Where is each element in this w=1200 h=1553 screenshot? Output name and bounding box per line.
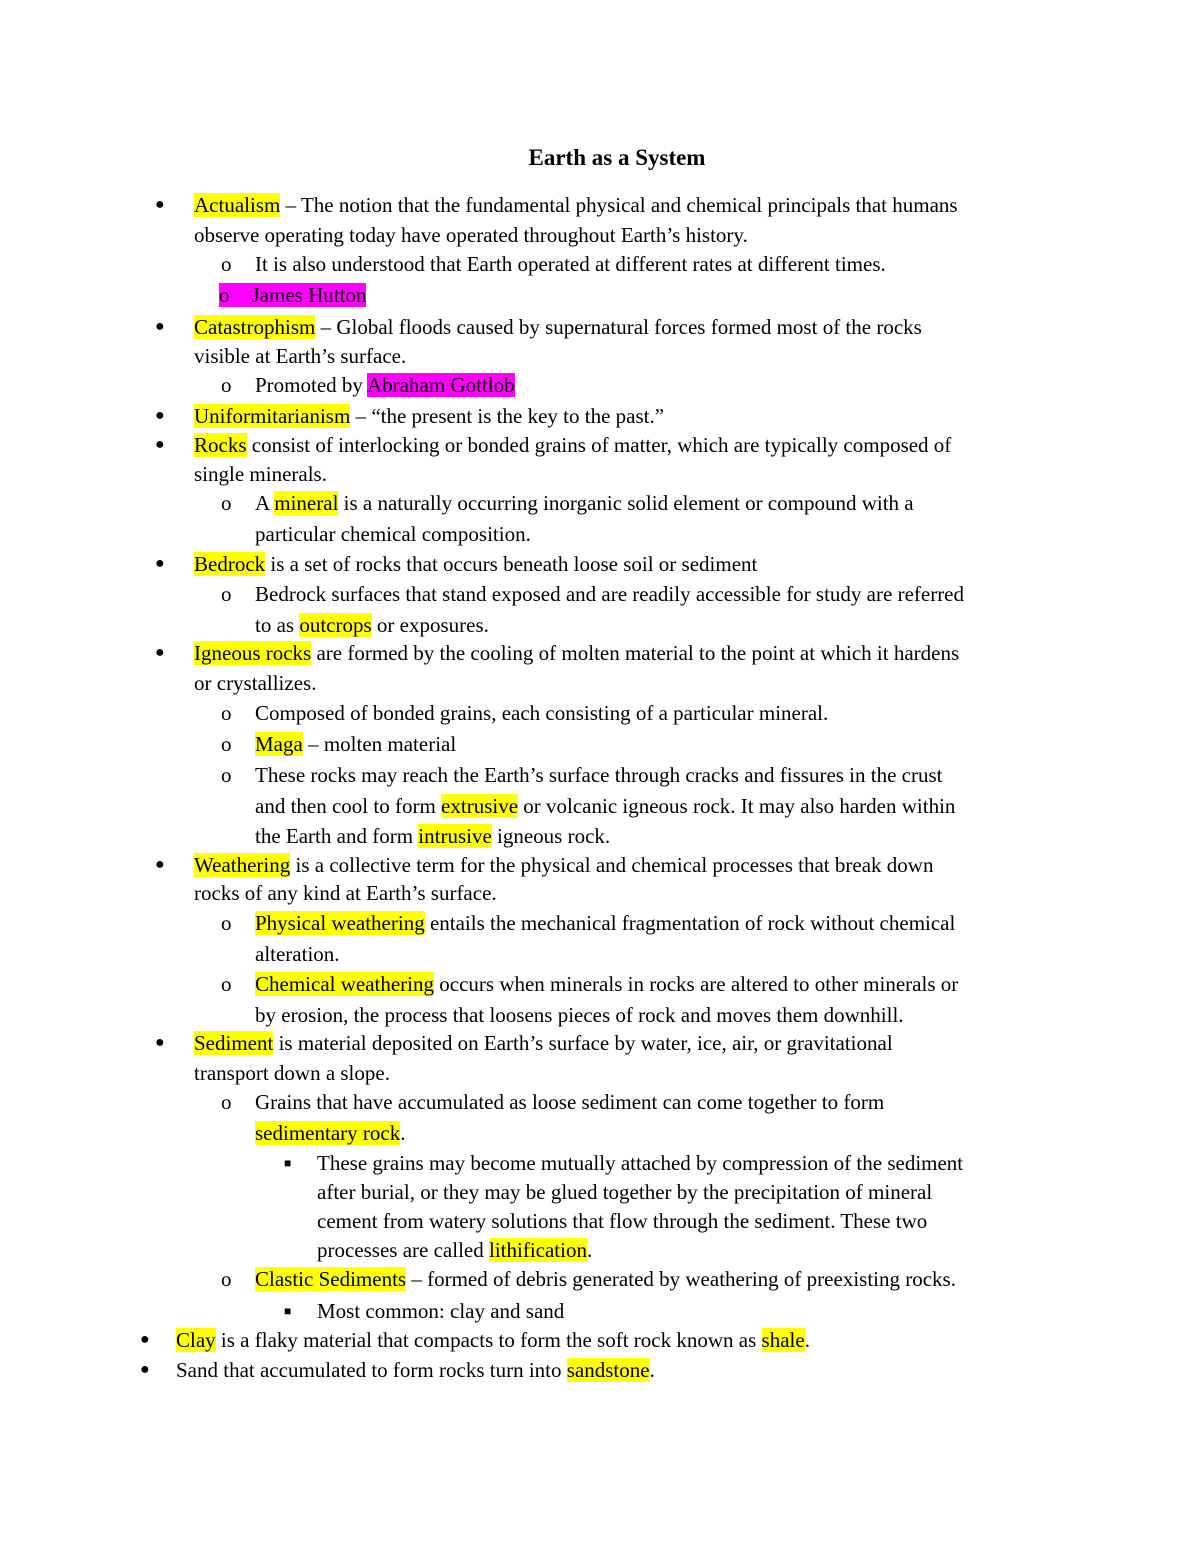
- highlighted-term: Maga: [255, 732, 303, 756]
- highlighted-term: extrusive: [441, 794, 519, 818]
- list-item-continuation: single minerals.: [194, 462, 327, 486]
- list-item-continuation: observe operating today have operated throughout Earth’s history.: [194, 223, 748, 247]
- circle-marker: o: [221, 582, 232, 606]
- bullet-marker: ●: [140, 1331, 150, 1348]
- sub-item-james-hutton: [219, 280, 366, 310]
- sub-item-bonded-grains: Composed of bonded grains, each consisting of a particular mineral.: [255, 701, 829, 725]
- list-item-catastrophism: Catastrophism – Global floods caused by supernatural forces formed most of the rocks: [194, 315, 922, 339]
- highlighted-term: Uniformitarianism: [194, 404, 351, 428]
- sub-item-continuation: sedimentary rock.: [255, 1121, 406, 1145]
- sub-item-surface-cracks: These rocks may reach the Earth’s surface through cracks and fissures in the crust: [255, 763, 943, 787]
- highlighted-term: Actualism: [194, 193, 281, 217]
- circle-marker: o: [221, 732, 232, 756]
- sub-item-grains-accumulated: Grains that have accumulated as loose sediment can come together to form: [255, 1090, 885, 1114]
- sub-item-maga: Maga – molten material: [255, 732, 457, 756]
- highlighted-term: outcrops: [299, 613, 372, 637]
- page-title: Earth as a System: [528, 145, 706, 170]
- circle-marker: o: [221, 763, 232, 787]
- sub-item-promoted-by: Promoted by Abraham Gottlob: [255, 373, 515, 397]
- circle-marker: o: [221, 972, 232, 996]
- sub-item-bedrock-surfaces: Bedrock surfaces that stand exposed and are readily accessible for study are referred: [255, 582, 965, 606]
- highlighted-term: Clastic Sediments: [255, 1267, 407, 1291]
- square-marker: ■: [284, 1156, 292, 1170]
- bullet-marker: ●: [155, 555, 165, 572]
- highlighted-term: Physical weathering: [255, 911, 425, 935]
- list-item-uniformitarianism: Uniformitarianism – “the present is the key to the past.”: [194, 404, 665, 428]
- circle-marker: o: [221, 491, 232, 515]
- bullet-marker: ●: [155, 196, 165, 213]
- highlighted-term: sandstone: [566, 1358, 650, 1382]
- highlighted-term: Bedrock: [194, 552, 266, 576]
- list-item-weathering: Weathering is a collective term for the physical and chemical processes that break down: [194, 853, 934, 877]
- sub-sub-item-continuation: after burial, or they may be glued together by the precipitation of mineral: [317, 1180, 933, 1204]
- bullet-marker: ●: [155, 436, 165, 453]
- sub-sub-item-lithification: These grains may become mutually attached by compression of the sediment: [317, 1151, 964, 1175]
- bullet-marker: ●: [140, 1361, 150, 1378]
- list-item-clay: Clay is a flaky material that compacts to form the soft rock known as shale.: [176, 1328, 810, 1352]
- sub-item-clastic-sediments: Clastic Sediments – formed of debris generated by weathering of preexisting rocks.: [255, 1267, 956, 1291]
- highlighted-term: Chemical weathering: [255, 972, 435, 996]
- highlighted-term: Rocks: [194, 433, 247, 457]
- list-item-continuation: transport down a slope.: [194, 1061, 390, 1085]
- sub-item-continuation: the Earth and form intrusive igneous rock.: [255, 824, 611, 848]
- circle-marker: o: [221, 252, 232, 276]
- circle-marker: o: [221, 701, 232, 725]
- sub-item-continuation: by erosion, the process that loosens pieces of rock and moves them downhill.: [255, 1003, 904, 1027]
- sub-item-continuation: alteration.: [255, 942, 340, 966]
- highlighted-term: lithification: [489, 1238, 587, 1262]
- highlighted-term: Catastrophism: [194, 315, 316, 339]
- square-marker: ■: [284, 1304, 292, 1318]
- circle-marker: o: [221, 911, 232, 935]
- bullet-marker: ●: [155, 318, 165, 335]
- sub-sub-item-continuation: processes are called lithification.: [317, 1238, 593, 1262]
- list-item-sand: Sand that accumulated to form rocks turn into sandstone.: [176, 1358, 655, 1382]
- highlighted-term: sedimentary rock: [255, 1121, 401, 1145]
- sub-item-rates: It is also understood that Earth operated at different rates at different times.: [255, 252, 886, 276]
- list-item-continuation: rocks of any kind at Earth’s surface.: [194, 881, 497, 905]
- sub-item-physical-weathering: Physical weathering entails the mechanical fragmentation of rock without chemical: [255, 911, 956, 935]
- highlighted-term: mineral: [274, 491, 339, 515]
- list-item-rocks: Rocks consist of interlocking or bonded grains of matter, which are typically composed of: [194, 433, 952, 457]
- list-item-continuation: visible at Earth’s surface.: [194, 344, 407, 368]
- highlighted-name: Abraham Gottlob: [367, 373, 515, 397]
- list-item-sediment: Sediment is material deposited on Earth’s surface by water, ice, air, or gravitational: [194, 1031, 893, 1055]
- list-item-bedrock: Bedrock is a set of rocks that occurs beneath loose soil or sediment: [194, 552, 758, 576]
- circle-marker: o: [221, 373, 232, 397]
- bullet-marker: ●: [155, 856, 165, 873]
- bullet-marker: ●: [155, 1034, 165, 1051]
- sub-item-chemical-weathering: Chemical weathering occurs when minerals in rocks are altered to other minerals or: [255, 972, 959, 996]
- highlighted-term: Igneous rocks: [194, 641, 312, 665]
- bullet-marker: ●: [155, 644, 165, 661]
- bullet-marker: ●: [155, 407, 165, 424]
- sub-item-continuation: and then cool to form extrusive or volcanic igneous rock. It may also harden within: [255, 794, 956, 818]
- circle-marker: o: [221, 1090, 232, 1114]
- list-item-continuation: or crystallizes.: [194, 671, 317, 695]
- highlighted-term: Weathering: [194, 853, 291, 877]
- highlighted-name: James Hutton: [251, 283, 367, 307]
- list-item-igneous-rocks: Igneous rocks are formed by the cooling of molten material to the point at which it hardens: [194, 641, 960, 665]
- highlighted-term: Clay: [176, 1328, 216, 1352]
- highlighted-term: shale: [761, 1328, 805, 1352]
- sub-item-continuation: to as outcrops or exposures.: [255, 613, 489, 637]
- circle-marker: o: [221, 1267, 232, 1291]
- sub-sub-item-most-common: Most common: clay and sand: [317, 1299, 565, 1323]
- highlighted-term: Sediment: [194, 1031, 274, 1055]
- sub-sub-item-continuation: cement from watery solutions that flow through the sediment. These two: [317, 1209, 928, 1233]
- sub-item-continuation: particular chemical composition.: [255, 522, 531, 546]
- list-item-actualism: Actualism – The notion that the fundamental physical and chemical principals that humans: [194, 193, 958, 217]
- highlight-marker: o: [219, 283, 252, 307]
- sub-item-mineral: A mineral is a naturally occurring inorganic solid element or compound with a: [255, 491, 914, 515]
- highlighted-term: intrusive: [418, 824, 492, 848]
